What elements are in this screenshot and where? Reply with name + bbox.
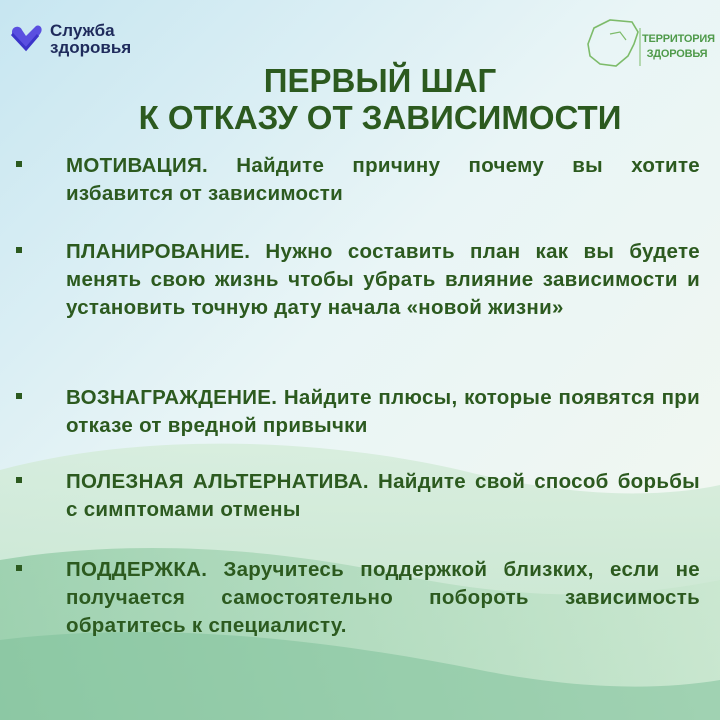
bullet-icon — [16, 247, 22, 253]
list-item — [16, 384, 700, 440]
sluzhba-zdorovya-logo — [8, 22, 131, 56]
title-line1: ПЕРВЫЙ ШАГ — [263, 62, 497, 99]
bullet-icon — [16, 161, 22, 167]
list-item — [16, 556, 700, 640]
logo-left-line2: здоровья — [50, 38, 132, 57]
title-line2: К ОТКАЗУ ОТ ЗАВИСИМОСТИ — [138, 99, 622, 136]
logo-left-line1: Служба — [50, 21, 115, 40]
logo-right-line1: ТЕРРИТОРИЯ — [642, 33, 715, 45]
bullet-icon — [16, 565, 22, 571]
list-item — [16, 468, 700, 524]
list-item-text: ПЛАНИРОВАНИЕ. Нужно составить план как вы будете менять свою жизнь чтобы убрать влияние зависимости и установить точную дату начала «новой жизни» — [66, 240, 700, 319]
list-item — [16, 152, 700, 208]
page-title — [40, 62, 720, 136]
bullet-icon — [16, 477, 22, 483]
list-item-text: МОТИВАЦИЯ. Найдите причину почему вы хотите избавится от зависимости — [66, 154, 700, 205]
logo-right-line2: ЗДОРОВЬЯ — [646, 48, 708, 60]
list-item-text: ПОДДЕРЖКА. Заручитесь поддержкой близких, если не получается самостоятельно побороть зависимость обратитесь к специалисту. — [66, 558, 700, 637]
bullet-icon — [16, 393, 22, 399]
list-item-text: ВОЗНАГРАЖДЕНИЕ. Найдите плюсы, которые появятся при отказе от вредной привычки — [66, 386, 700, 437]
list-item-text: ПОЛЕЗНАЯ АЛЬТЕРНАТИВА. Найдите свой способ борьбы с симптомами отмены — [66, 470, 700, 521]
heart-check-icon — [8, 22, 44, 56]
list-item — [16, 238, 700, 322]
